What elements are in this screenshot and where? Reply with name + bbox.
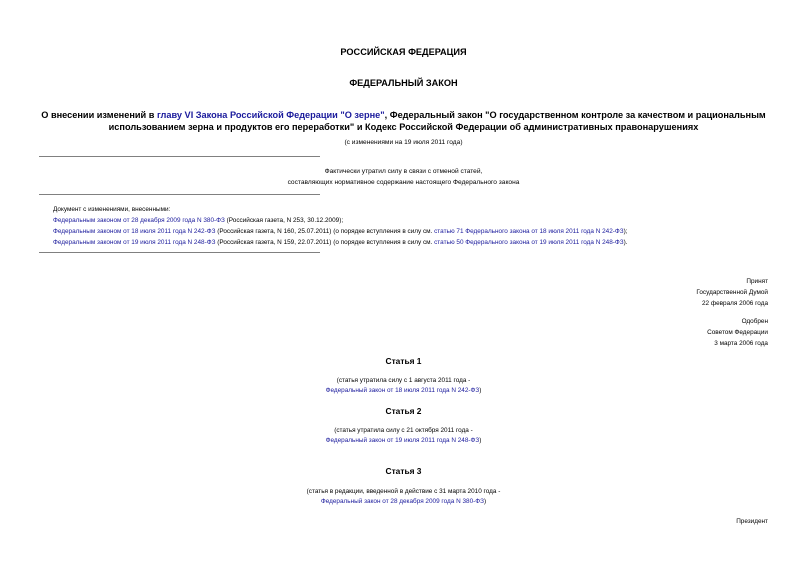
approved-label: Одобрен [741,318,768,325]
adopted-by: Государственной Думой [696,289,768,297]
change-link-248fz[interactable]: Федеральным законом от 19 июля 2011 года N 248-ФЗ [53,239,216,246]
adopted-date: 22 февраля 2006 года [701,300,768,308]
changes-block [53,204,628,248]
article-source-link[interactable]: Федеральный закон от 28 декабря 2009 года N 380-ФЗ [320,498,484,505]
change-tail: ). [623,239,628,246]
change-item [53,237,628,248]
article-note: (статья утратила силу с 21 октября 2011 года - [334,427,473,434]
country-heading: РОССИЙСКАЯ ФЕДЕРАЦИЯ [340,47,467,57]
change-item [53,215,628,226]
law-title [0,109,807,121]
article-heading: Статья 1 [385,356,422,366]
change-item [53,226,628,237]
change-text: (Российская газета, N 160, 25.07.2011) (о порядке вступления в силу см. [215,228,435,235]
adoption-duma [696,276,768,310]
law-title-line2: использованием зерна и продуктов его переработки" и Кодекс Российской Федерации об административных правонарушениях [108,122,699,132]
expired-notice-line2: составляющих нормативное содержание настоящего Федерального закона [287,179,520,186]
adopted-label: Принят [746,278,768,285]
article-source-tail: ) [483,498,487,505]
title-link-grain-law[interactable]: главу VI Закона Российской Федерации "О зерне" [156,110,385,120]
article-source-link[interactable]: Федеральный закон от 19 июля 2011 года N 248-ФЗ [325,437,480,444]
change-link-242fz[interactable]: Федеральным законом от 18 июля 2011 года N 242-ФЗ [53,228,216,235]
article-source-tail: ) [479,437,482,444]
article-source-tail: ) [479,387,482,394]
change-link-article-50[interactable]: статью 50 Федерального закона от 19 июля 2011 года N 248-ФЗ [434,239,624,246]
change-link-article-71[interactable]: статью 71 Федерального закона от 18 июля 2011 года N 242-ФЗ [434,228,624,235]
change-link-380fz[interactable]: Федеральным законом от 28 декабря 2009 года N 380-ФЗ [53,217,225,224]
change-tail: ); [623,228,628,235]
title-text-2: , Федеральный закон "О государственном контроле за качеством и рациональным [384,110,766,120]
signature-title: Президент [736,518,768,525]
change-text: (Российская газета, N 253, 30.12.2009); [224,217,344,224]
adoption-council [707,316,768,350]
change-text: (Российская газета, N 159, 22.07.2011) (о порядке вступления в силу см. [215,239,435,246]
article-source [0,436,807,446]
title-text-1: О внесении изменений в [41,110,157,120]
divider-top [39,156,320,157]
article-note: (статья утратила силу с 1 августа 2011 года - [336,377,471,384]
article-note: (статья в редакции, введенной в действие с 31 марта 2010 года - [306,488,501,495]
approved-by: Советом Федерации [707,329,768,337]
approved-date: 3 марта 2006 года [714,340,768,348]
article-source-link[interactable]: Федеральный закон от 18 июля 2011 года N 242-ФЗ [325,387,480,394]
expired-notice-line1: Фактически утратил силу в связи с отменой статей, [324,168,483,175]
changes-heading: Документ с изменениями, внесенными: [53,206,171,213]
article-source [0,497,807,507]
article-source [0,386,807,396]
divider-bottom [39,252,320,253]
law-type-heading: ФЕДЕРАЛЬНЫЙ ЗАКОН [349,78,458,88]
divider-middle [39,194,320,195]
article-heading: Статья 2 [385,406,422,416]
edition-note: (с изменениями на 19 июля 2011 года) [344,139,463,146]
article-heading: Статья 3 [385,466,422,476]
